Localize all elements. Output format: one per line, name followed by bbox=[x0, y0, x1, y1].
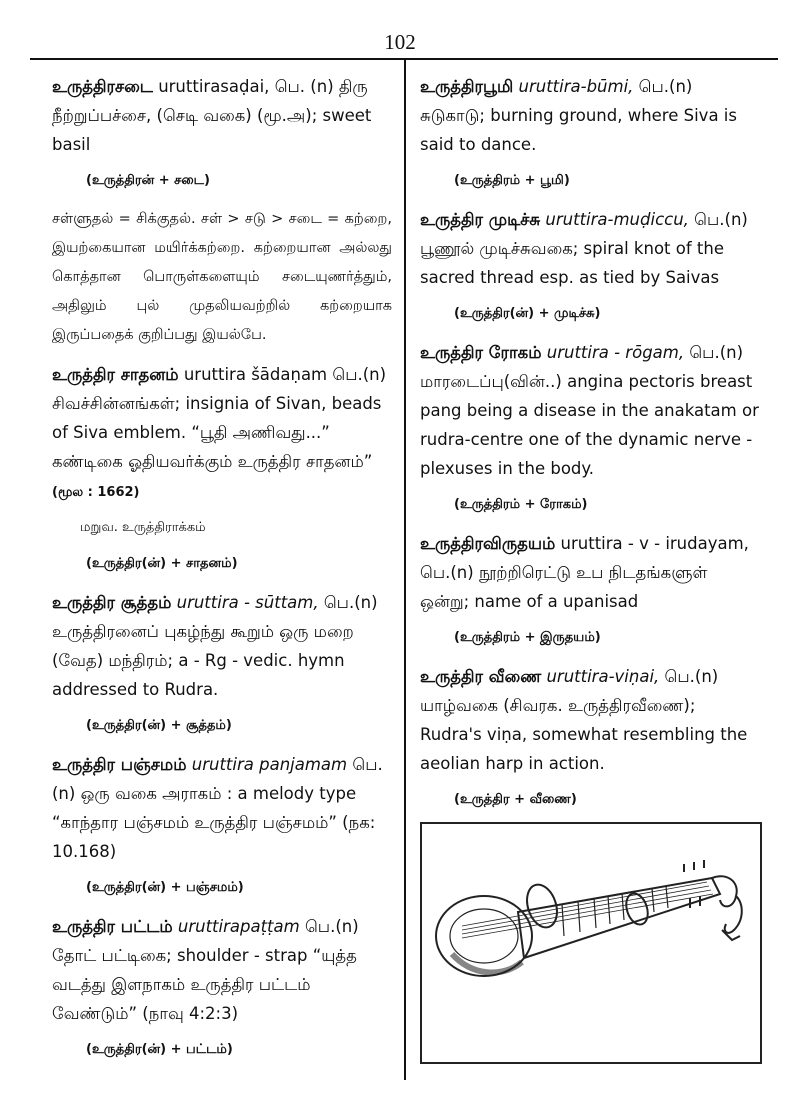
synonym-note: மறுவ. உருத்திராக்கம் bbox=[80, 520, 206, 535]
column-divider bbox=[404, 60, 406, 1080]
veena-illustration-frame bbox=[420, 822, 762, 1064]
transliteration: uruttira-muḍiccu, bbox=[545, 210, 689, 229]
part-of-speech: பெ. (n) bbox=[274, 77, 334, 96]
headword: உருத்திர வீணை bbox=[420, 667, 542, 686]
definition: பூணூல் முடிச்சுவகை; spiral knot of the sacred thread esp. as tied by Saivas bbox=[420, 239, 724, 287]
etymology: (உருத்திரன் + சடை) bbox=[86, 173, 210, 188]
definition: ஒரு வகை அராகம் : a melody type “காந்தார பஞ்சமம் உருத்திர பஞ்சமம்” (நக: 10.168) bbox=[52, 784, 376, 861]
page-number: 102 bbox=[384, 30, 416, 54]
definition: தோட் பட்டிகை; shoulder - strap “யுத்த வடத்து இளநாகம் உருத்திர பட்டம் வேண்டும்” (நாவு 4:2:3) bbox=[52, 946, 357, 1023]
entry-uruttira-mudiccu bbox=[420, 205, 760, 292]
etymology: (உருத்திரம் + ரோகம்) bbox=[454, 497, 588, 512]
part-of-speech: பெ.(n) bbox=[638, 77, 693, 96]
part-of-speech: பெ.(n) bbox=[304, 917, 359, 936]
transliteration: uruttirapaṭṭam bbox=[177, 917, 300, 936]
left-column bbox=[52, 72, 392, 1074]
transliteration: uruttira - rōgam, bbox=[546, 343, 685, 362]
transliteration: uruttirasaḍai, bbox=[158, 77, 270, 96]
transliteration: uruttira panjamam bbox=[191, 755, 348, 774]
headword: உருத்திர சாதனம் bbox=[52, 365, 179, 384]
etymology: (உருத்திரம் + இருதயம்) bbox=[454, 630, 601, 645]
entry-uruttira-pattam bbox=[52, 912, 392, 1028]
transliteration: uruttira - v - irudayam, bbox=[560, 534, 749, 553]
definition: உருத்திரனைப் புகழ்ந்து கூறும் ஒரு மறை (வேத) மந்திரம்; a - Rg - vedic. hymn addressed to Rudra. bbox=[52, 622, 354, 699]
entry-uruttirasadai bbox=[52, 72, 392, 159]
headword: உருத்திரசடை bbox=[52, 77, 153, 96]
etymology: (உருத்திர(ன்) + சூத்தம்) bbox=[86, 718, 232, 733]
definition: மாரடைப்பு(வின்..) angina pectoris breast pang being a disease in the anakatam or rudra-centre one of the dynamic nerve - plexuses in the body. bbox=[420, 372, 759, 478]
transliteration: uruttira - sūttam, bbox=[176, 593, 319, 612]
headword: உருத்திர சூத்தம் bbox=[52, 593, 172, 612]
part-of-speech: பெ.(n) bbox=[420, 563, 474, 582]
headword: உருத்திரபூமி bbox=[420, 77, 514, 96]
source-citation: (மூல : 1662) bbox=[52, 485, 140, 500]
transliteration: uruttira-viṇai, bbox=[546, 667, 660, 686]
etymology: (உருத்திர(ன்) + பட்டம்) bbox=[86, 1042, 233, 1057]
entry-uruttira-sadanam bbox=[52, 360, 392, 507]
part-of-speech: பெ.(n) bbox=[689, 343, 744, 362]
part-of-speech: பெ.(n) bbox=[694, 210, 748, 229]
entry-uruttira-vinai bbox=[420, 662, 760, 778]
usage-note: சள்ளுதல் = சிக்குதல். சள் > சடு > சடை = கற்றை, இயற்கையான மயிர்க்கற்றை. கற்றையான அல்லது கொத்தான பொருள்களையும் சடையுணர்த்தும், அதிலும் புல் முதலியவற்றில் கற்றையாக இருப்பதைக் குறிப்பது இயல்பே. bbox=[52, 211, 392, 343]
headword: உருத்திர முடிச்சு bbox=[420, 210, 541, 229]
etymology: (உருத்திரம் + பூமி) bbox=[454, 173, 570, 188]
part-of-speech: பெ.(n) bbox=[52, 755, 383, 803]
definition: சுடுகாடு; burning ground, where Siva is said to dance. bbox=[420, 106, 737, 154]
transliteration: uruttira šādaṇam bbox=[183, 365, 328, 384]
etymology: (உருத்திர + வீணை) bbox=[454, 792, 577, 807]
entry-uruttira-panjamam bbox=[52, 750, 392, 866]
headword: உருத்திரவிருதயம் bbox=[420, 534, 556, 553]
veena-illustration-icon bbox=[422, 824, 760, 1062]
definition: சிவச்சின்னங்கள்; insignia of Sivan, beads of Siva emblem. “பூதி அணிவது...” கண்டிகை ஓதியவர்க்கும் உருத்திர சாதனம்” bbox=[52, 394, 382, 471]
entry-uruttira-bumi bbox=[420, 72, 760, 159]
definition: திரு நீற்றுப்பச்சை, (செடி வகை) (மூ.அ); sweet basil bbox=[52, 77, 372, 154]
entry-uruttira-rogam bbox=[420, 338, 760, 483]
etymology: (உருத்திர(ன்) + முடிச்சு) bbox=[454, 306, 601, 321]
headword: உருத்திர பஞ்சமம் bbox=[52, 755, 187, 774]
part-of-speech: பெ.(n) bbox=[664, 667, 719, 686]
etymology: (உருத்திர(ன்) + பஞ்சமம்) bbox=[86, 880, 244, 895]
right-column bbox=[420, 72, 760, 824]
definition: யாழ்வகை (சிவரக. உருத்திரவீணை); Rudra's viṇa, somewhat resembling the aeolian harp in action. bbox=[420, 696, 748, 773]
part-of-speech: பெ.(n) bbox=[323, 593, 378, 612]
entry-uruttira-suttam bbox=[52, 588, 392, 704]
entry-uruttira-irudayam bbox=[420, 529, 760, 616]
transliteration: uruttira-būmi, bbox=[518, 77, 634, 96]
part-of-speech: பெ.(n) bbox=[332, 365, 387, 384]
definition: நூற்றிரெட்டு உப நிடதங்களுள் ஒன்று; name of a upanisad bbox=[420, 563, 708, 611]
etymology: (உருத்திர(ன்) + சாதனம்) bbox=[86, 556, 238, 571]
headword: உருத்திர பட்டம் bbox=[52, 917, 173, 936]
headword: உருத்திர ரோகம் bbox=[420, 343, 542, 362]
